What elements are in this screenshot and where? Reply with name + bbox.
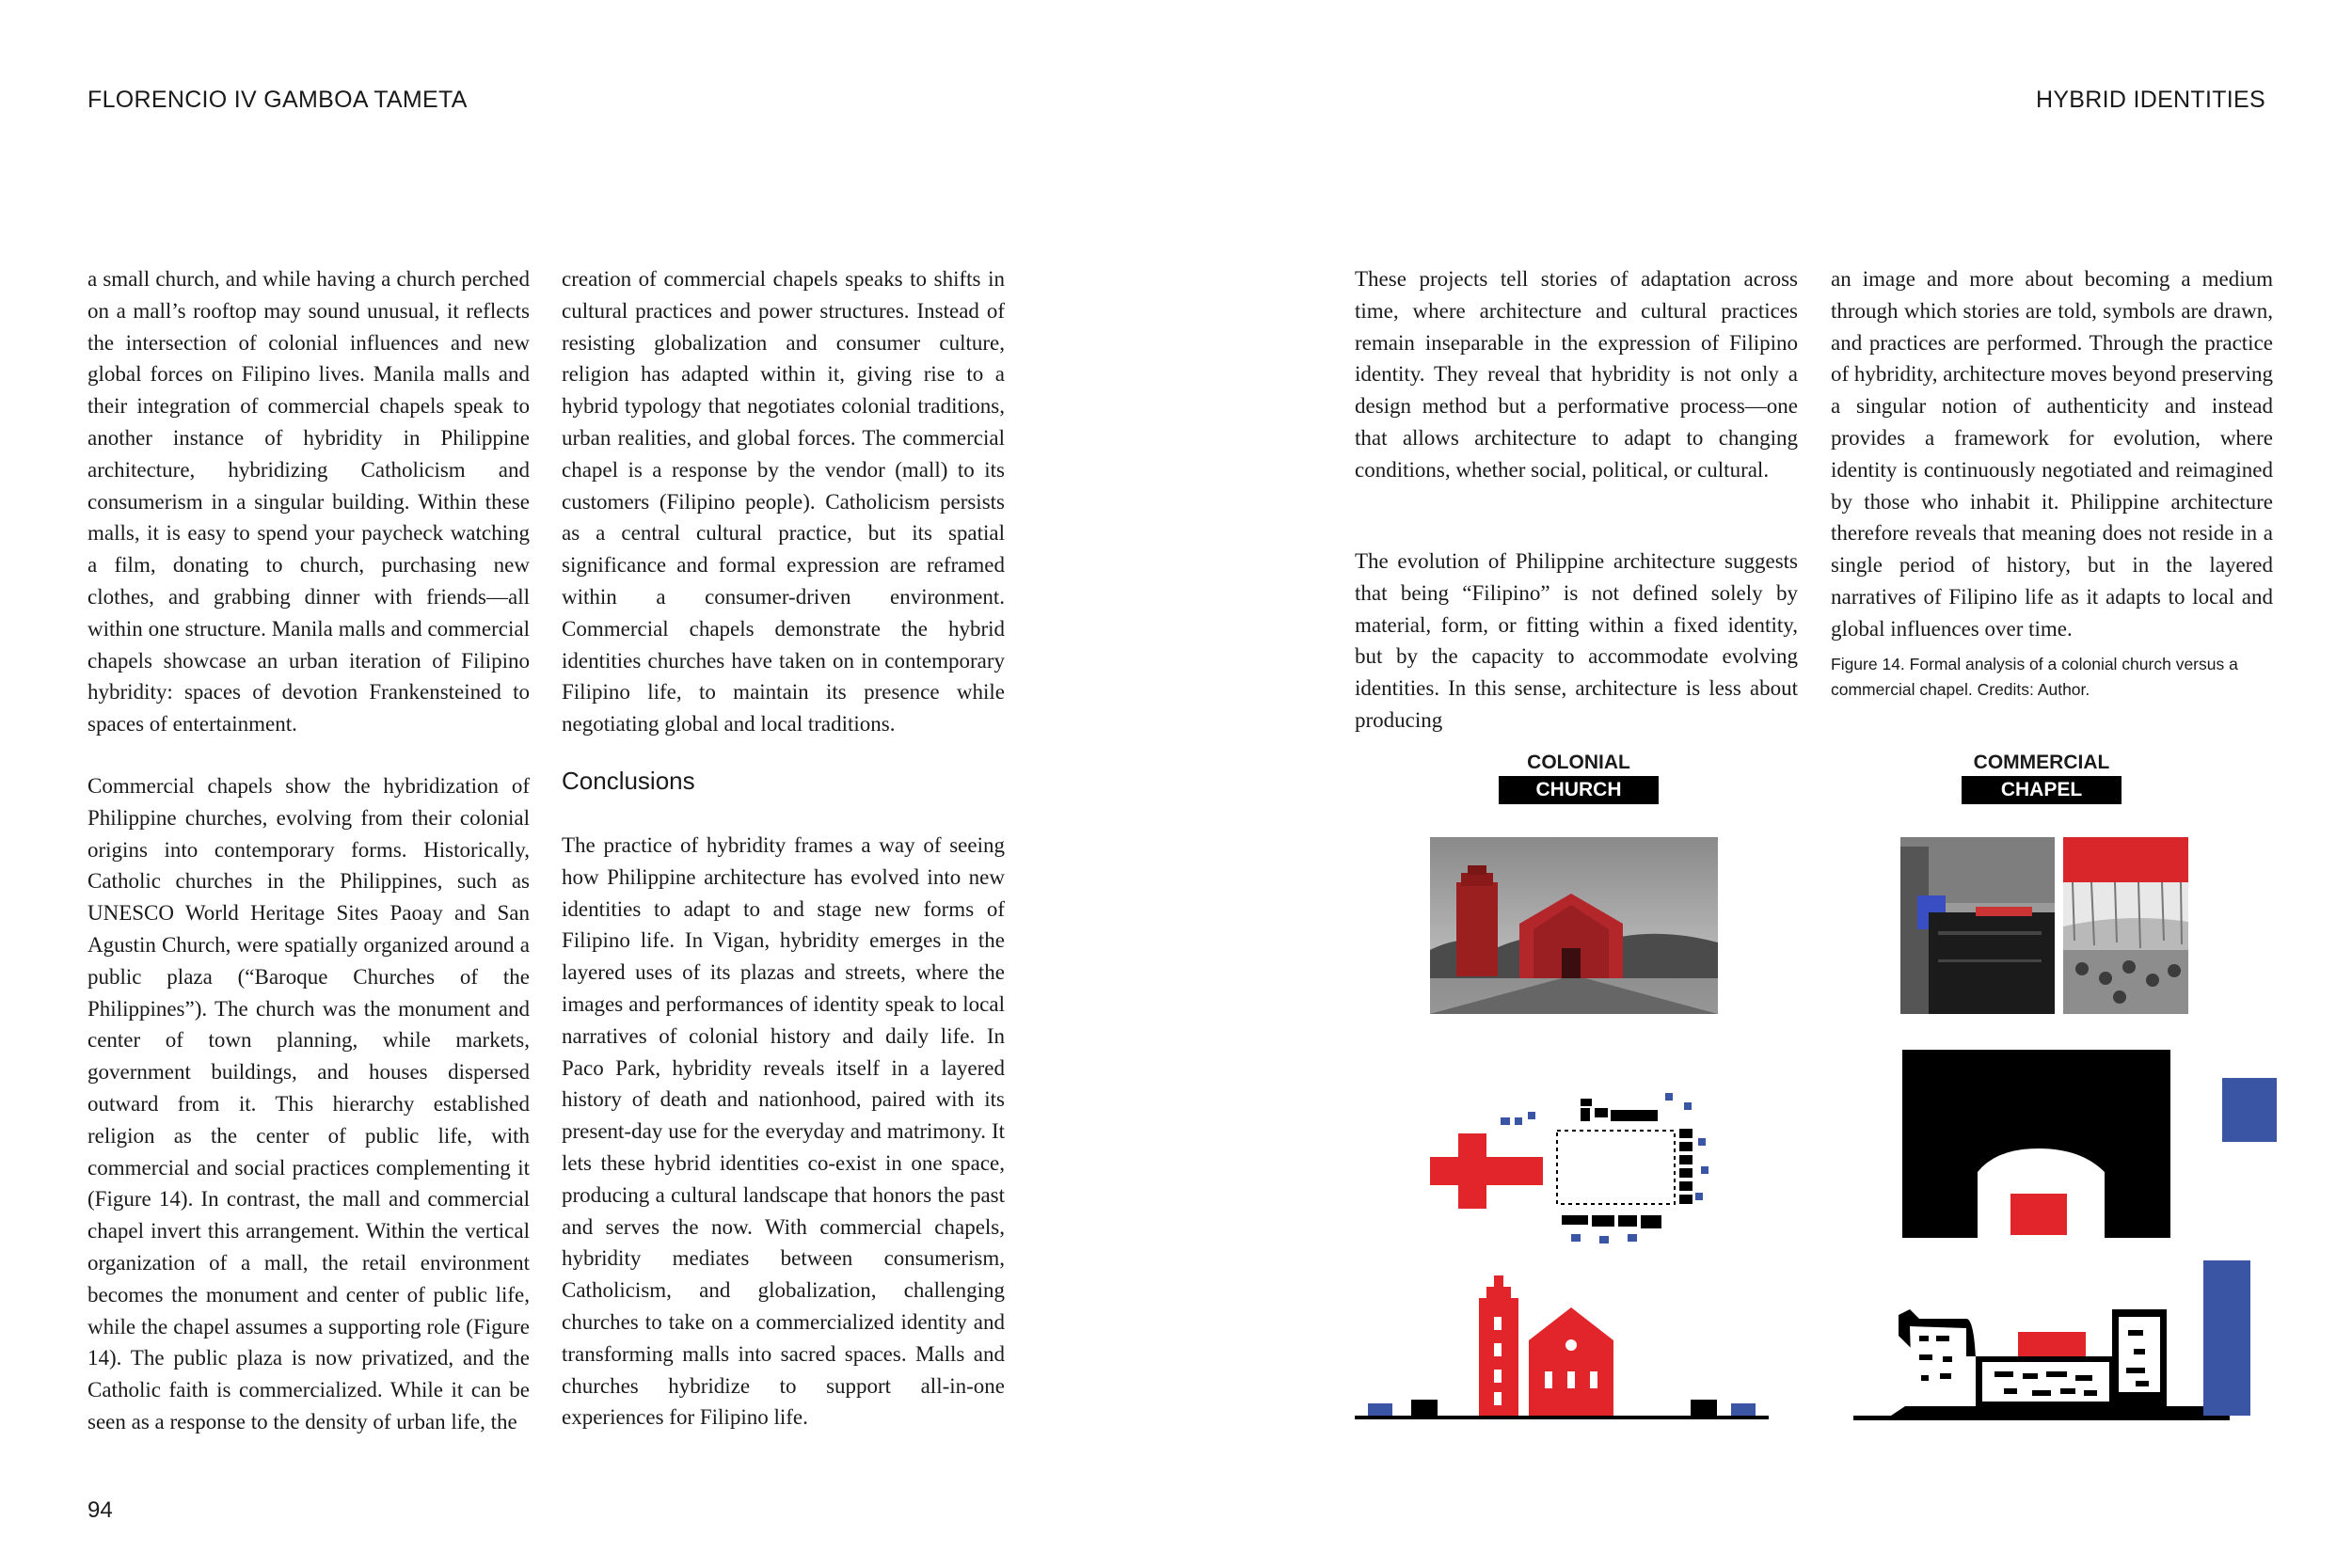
chapel-interior-photo: [2063, 837, 2188, 1014]
section-heading: Conclusions: [562, 767, 695, 795]
page-number: 94: [87, 1497, 113, 1523]
plan-buildings-black: [1562, 1099, 1692, 1228]
running-head-author: FLORENCIO IV GAMBOA TAMETA: [87, 87, 468, 113]
commercial-chapel-elevation: [1853, 1251, 2277, 1425]
annex-elevation-blue: [2203, 1260, 2250, 1416]
running-head-title: HYBRID IDENTITIES: [2035, 87, 2265, 113]
column-3-continued: [1355, 546, 1798, 736]
mall-exterior-photo: [1900, 837, 2055, 1014]
label-commercial: COMMERCIAL: [1973, 752, 2110, 773]
body-paragraph: The evolution of Philippine architecture suggests that being “Filipino” is not defined solely by material, form, or fitting within a fixed identity, but by the capacity to accommodate evolving identities. In this sense, architecture is less about producing: [1355, 549, 1798, 732]
column-3: [1355, 263, 1798, 486]
commercial-chapel-label: [1962, 750, 2122, 804]
chapel-elevation-red: [2018, 1332, 2086, 1356]
label-colonial: COLONIAL: [1527, 752, 1630, 773]
colonial-church-label: [1499, 750, 1659, 804]
colonial-church-elevation: [1355, 1270, 1778, 1420]
commercial-chapel-plan: [1902, 1050, 2279, 1238]
column-2-continued: [562, 830, 1005, 1433]
label-chapel: CHAPEL: [1962, 776, 2122, 804]
column-1: [87, 263, 530, 1438]
column-4: [1831, 263, 2273, 645]
body-paragraph: a small church, and while having a church perched on a mall’s rooftop may sound unusual, it reflects the intersection of colonial influences and new global forces on Filipino lives. Manila malls and their integration of commercial chapels speak to another instance of hybridity in Philippine architecture, hybridizing Catholicism and consumerism in a singular building. Within these malls, it is easy to spend your paycheck watching a film, donating to church, purchasing new clothes, and grabbing dinner with friends—all within one structure. Manila malls and commercial chapels showcase an urban iteration of Filipino hybridity: spaces of devotion Frankensteined to spaces of entertainment.: [87, 267, 530, 736]
colonial-church-plan: [1430, 1072, 1731, 1260]
plaza-outline: [1557, 1131, 1675, 1204]
column-2: [562, 263, 1005, 740]
church-plan-red: [1430, 1133, 1543, 1209]
body-paragraph: The practice of hybridity frames a way of seeing how Philippine architecture has evolved into new identities to adapt to and stage new forms of Filipino life. In Vigan, hybridity emerges in the layered uses of its plazas and streets, where the images and performances of identity speak to local narratives of colonial history and daily life. In Paco Park, hybridity reveals itself in a layered history of death and nationhood, paired with its present-day use for the everyday and matrimony. It lets these hybrid identities co-exist in one space, producing a cultural landscape that honors the past and serves the now. With commercial chapels, hybridity mediates between consumerism, Catholicism, and globalization, challenging churches to take on a commercialized identity and transforming malls into sacred spaces. Malls and churches hybridize to support all-in-one experiences for Filipino life.: [562, 833, 1005, 1430]
body-paragraph: Commercial chapels show the hybridization of Philippine churches, evolving from their colonial origins into contemporary forms. Historically, Catholic churches in the Philippines, such as UNESCO World Heritage Sites Paoay and San Agustin Church, were spatially organized around a public plaza (“Baroque Churches of the Philippines”). The church was the monument and center of town planning, while markets, government buildings, and houses dispersed outward from it. This hierarchy established religion as the center of public life, with commercial and social practices complementing it (Figure 14). In contrast, the mall and commercial chapel invert this arrangement. Within the vertical organization of a mall, the retail environment becomes the monument and center of public life, while the chapel assumes a supporting role (Figure 14). The public plaza is now privatized, and the Catholic faith is commercialized. While it can be seen as a response to the density of urban life, the: [87, 773, 530, 1433]
body-paragraph: an image and more about becoming a medium through which stories are told, symbols are drawn, and practices are performed. Through the practice of hybridity, architecture moves beyond preserving a singular notion of authenticity and instead provides a framework for evolution, where identity is continuously negotiated and reimagined by those who inhabit it. Philippine architecture therefore reveals that meaning does not reside in a single period of history, but in the layered narratives of Filipino life as it adapts to local and global influences over time.: [1831, 267, 2273, 641]
annex-plan-blue: [2222, 1078, 2277, 1142]
body-paragraph: creation of commercial chapels speaks to shifts in cultural practices and power structures. Instead of resisting globalization and consumer culture, religion has adapted within it, giving rise to a hybrid typology that negotiates colonial traditions, urban realities, and global forces. The commercial chapel is a response by the vendor (mall) to its customers (Filipino people). Catholicism persists as a central cultural practice, but its spatial significance and formal expression are reframed within a consumer-driven environment. Commercial chapels demonstrate the hybrid identities churches have taken on in contemporary Filipino life, to maintain its presence while negotiating global and local traditions.: [562, 267, 1005, 736]
ground-line: [1355, 1416, 1769, 1419]
label-church: CHURCH: [1499, 776, 1659, 804]
figure-caption: Figure 14. Formal analysis of a colonial church versus a commercial chapel. Credits: Author.: [1831, 655, 2238, 699]
body-paragraph: These projects tell stories of adaptation across time, where architecture and cultural practices remain inseparable in the expression of Filipino identity. They reveal that hybridity is not only a design method but a performative process—one that allows architecture to adapt to changing conditions, whether social, political, or cultural.: [1355, 267, 1798, 482]
chapel-plan-red: [2010, 1194, 2067, 1235]
colonial-church-photo: [1430, 837, 1718, 1014]
